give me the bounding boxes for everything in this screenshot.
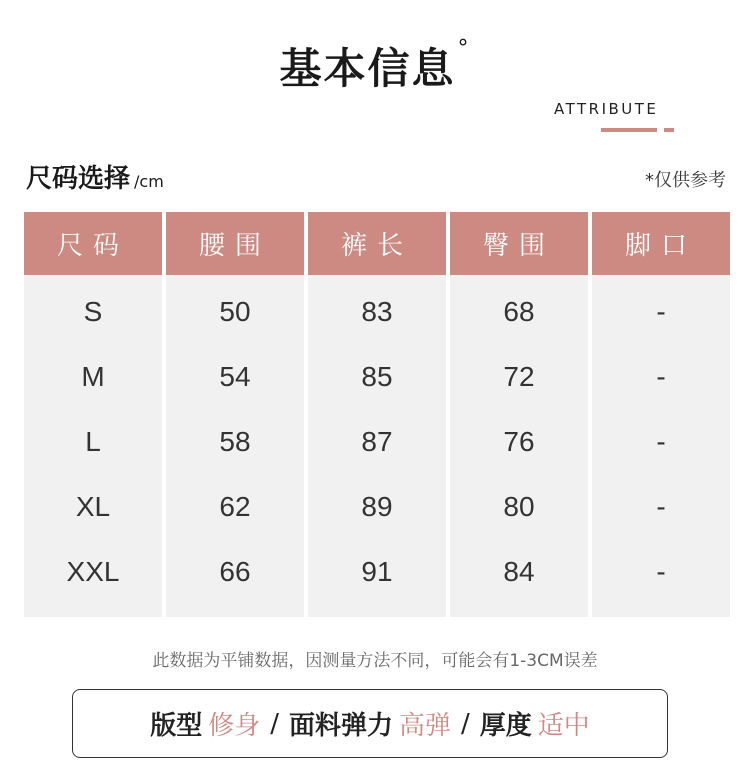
cell: S: [83, 295, 103, 327]
cell: XXL: [66, 555, 120, 587]
header-size: 尺码: [24, 212, 162, 275]
column-hem: [592, 212, 730, 617]
cell: -: [656, 295, 666, 327]
accent-bar-short: [664, 128, 674, 132]
title-degree-mark: °: [457, 36, 471, 61]
header-length: 裤长: [308, 212, 446, 275]
column-hip: [450, 212, 588, 617]
cell: 66: [219, 555, 251, 587]
fit-value: 修身: [208, 711, 261, 741]
thickness-value: 适中: [537, 711, 590, 741]
fit-label: 版型: [150, 711, 203, 741]
attribute-subtitle: ATTRIBUTE: [554, 100, 659, 118]
cell: -: [656, 490, 666, 522]
cell: 50: [219, 295, 251, 327]
header-waist: 腰围: [166, 212, 304, 275]
cell: L: [85, 425, 101, 457]
cell: 80: [503, 490, 535, 522]
page-title-text: 基本信息: [279, 44, 456, 93]
cell: 72: [503, 360, 535, 392]
page-title: [0, 36, 750, 96]
size-table: [24, 212, 730, 617]
cell: 89: [361, 490, 393, 522]
separator: /: [461, 708, 470, 739]
cell: 84: [503, 555, 535, 587]
header-hem: 脚口: [592, 212, 730, 275]
measurement-footnote: 此数据为平铺数据，因测量方法不同，可能会有1-3CM误差: [152, 651, 598, 671]
column-length: [308, 212, 446, 617]
separator: /: [270, 708, 279, 739]
stretch-value: 高弹: [399, 711, 452, 741]
cell: 85: [361, 360, 393, 392]
cell: -: [656, 425, 666, 457]
thickness-label: 厚度: [479, 711, 532, 741]
cell: 62: [219, 490, 251, 522]
cell: 83: [361, 295, 393, 327]
cell: XL: [75, 490, 111, 522]
cell: -: [656, 555, 666, 587]
cell: 58: [219, 425, 251, 457]
cell: 68: [503, 295, 535, 327]
stretch-label: 面料弹力: [288, 711, 393, 741]
cell: 54: [219, 360, 251, 392]
cell: 87: [361, 425, 393, 457]
column-waist: [166, 212, 304, 617]
attribute-box: [72, 689, 668, 758]
cell: -: [656, 360, 666, 392]
size-unit: /cm: [134, 172, 164, 191]
column-size: [24, 212, 162, 617]
cell: M: [81, 360, 105, 392]
header-hip: 臀围: [450, 212, 588, 275]
size-section-title: [26, 158, 164, 195]
cell: 91: [361, 555, 393, 587]
size-section-label: 尺码选择: [26, 164, 131, 194]
accent-bar-long: [601, 128, 657, 132]
reference-note: *仅供参考: [645, 170, 726, 191]
cell: 76: [503, 425, 535, 457]
